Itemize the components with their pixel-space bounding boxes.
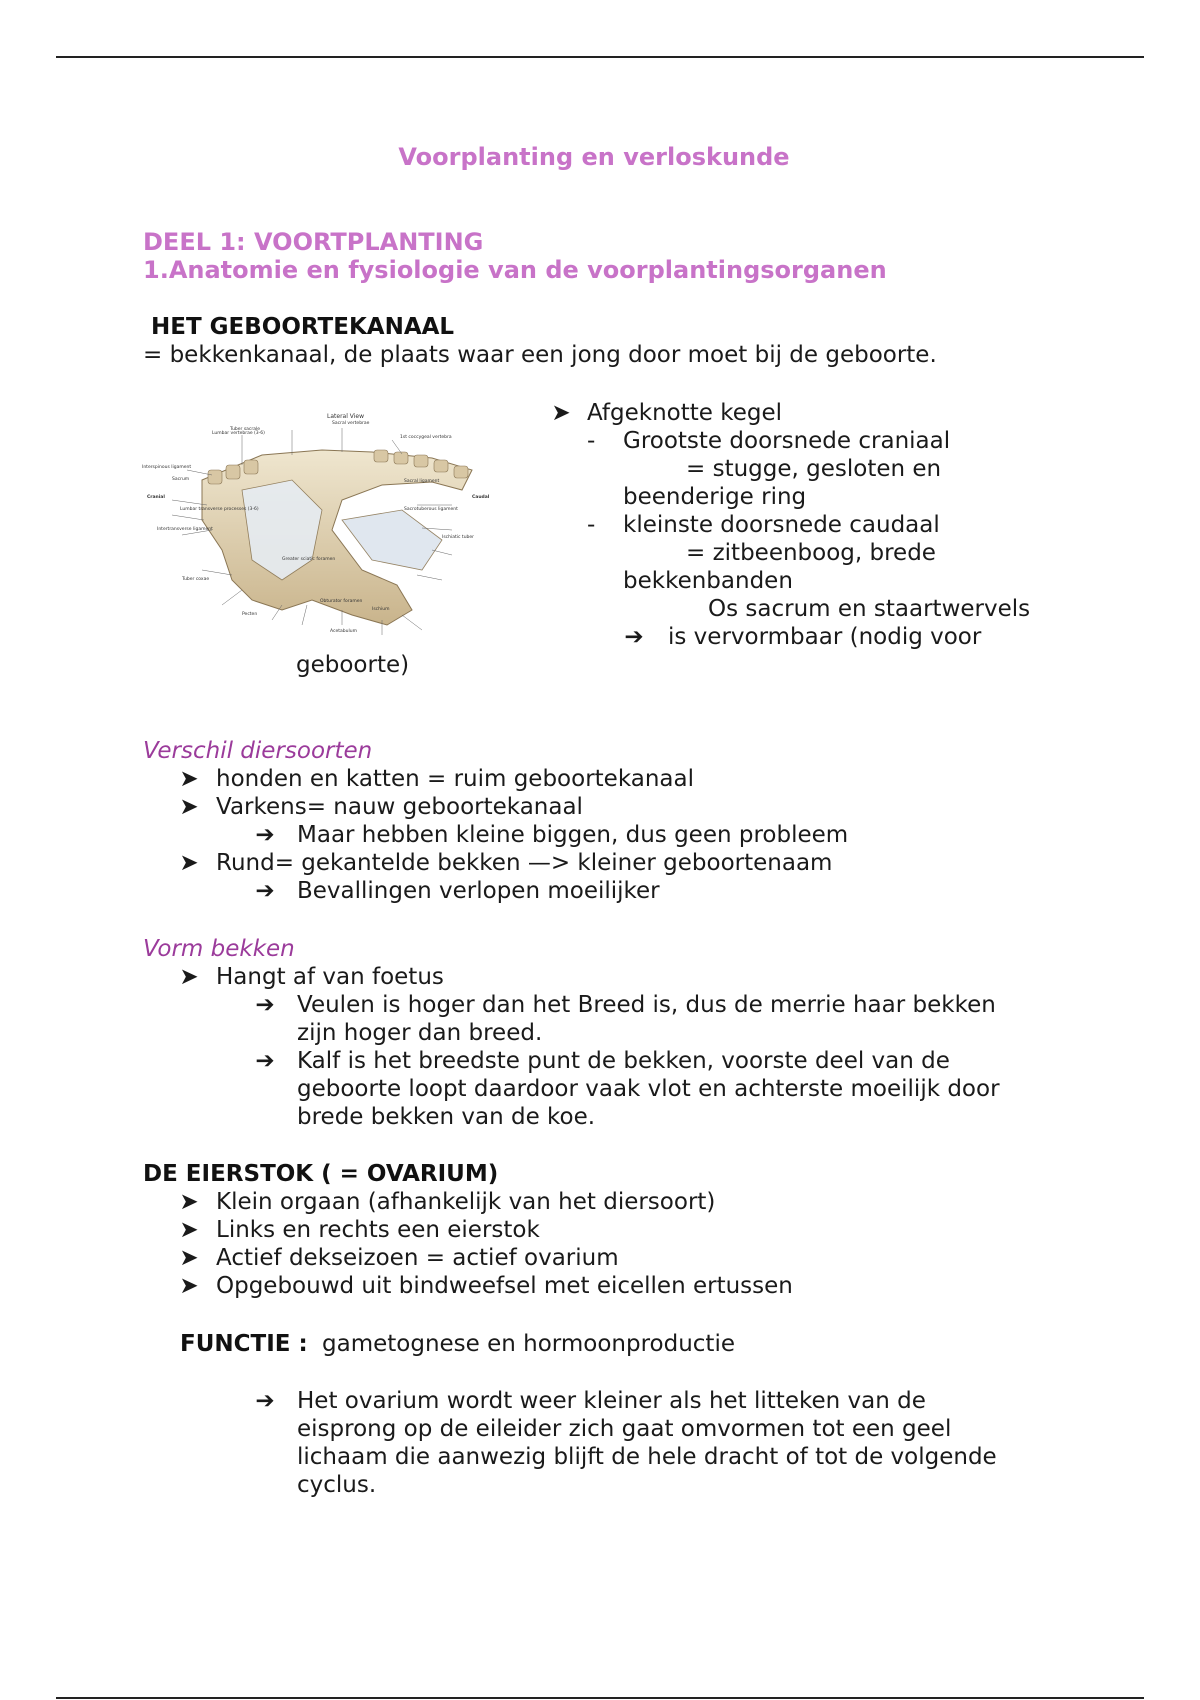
chevron-icon: ➤ [179, 794, 199, 820]
figure-label: Acetabulum [330, 629, 357, 634]
function-text: gametognese en hormoonproductie [322, 1331, 735, 1357]
ovary-item: Links en rechts een eierstok [216, 1217, 540, 1243]
ovary-arrow-line: lichaam die aanwezig blijft de hele dracht of tot de volgende [297, 1444, 997, 1470]
chevron-icon: ➤ [179, 850, 199, 876]
birth-canal-dash2-sub-a: = zitbeenboog, brede [686, 540, 936, 566]
figure-label: Sacrotuberous ligament [404, 507, 458, 512]
birth-canal-definition: = bekkenkanaal, de plaats waar een jong door moet bij de geboorte. [143, 342, 937, 368]
figure-label: Greater sciatic foramen [282, 557, 336, 562]
figure-label: Interspinous ligament [142, 465, 192, 470]
figure-label: 1st coccygeal vertebra [400, 435, 452, 440]
pelvis-anatomy-figure [142, 410, 498, 650]
page-title: Voorplanting en verloskunde [398, 143, 790, 171]
figure-label: Lateral View [327, 413, 365, 420]
ovary-heading: DE EIERSTOK ( = OVARIUM) [143, 1161, 499, 1187]
birth-canal-arrow: is vervormbaar (nodig voor [668, 624, 982, 650]
arrow-icon: ➔ [255, 1388, 275, 1414]
chevron-icon: ➤ [179, 1245, 199, 1271]
species-item: honden en katten = ruim geboortekanaal [216, 766, 694, 792]
arrow-icon: ➔ [255, 822, 275, 848]
figure-label: Obturator foramen [320, 599, 363, 604]
figure-label: Lumbar vertebrae (3-6) [212, 431, 265, 436]
birth-canal-arrow-cont: geboorte) [296, 652, 410, 678]
chevron-icon: ➤ [179, 1189, 199, 1215]
ovary-arrow-line: Het ovarium wordt weer kleiner als het litteken van de [297, 1388, 926, 1414]
arrow-icon: ➔ [624, 624, 644, 650]
ovary-item: Actief dekseizoen = actief ovarium [216, 1245, 619, 1271]
figure-label: Cranial [147, 495, 165, 500]
pelvis-arrow1-line: Veulen is hoger dan het Breed is, dus de merrie haar bekken [297, 992, 996, 1018]
function-label: FUNCTIE : [180, 1331, 308, 1357]
birth-canal-bullet: Afgeknotte kegel [587, 400, 783, 426]
figure-label: Tuber sacrale [230, 427, 261, 432]
birth-canal-dash1-sub-b: beenderige ring [623, 484, 807, 510]
figure-label: Pecten [242, 612, 258, 617]
arrow-icon: ➔ [255, 878, 275, 904]
figure-label: Sacrum [172, 477, 190, 482]
chevron-icon: ➤ [179, 964, 199, 990]
birth-canal-sacrum: Os sacrum en staartwervels [708, 596, 1031, 622]
arrow-icon: ➔ [255, 1048, 275, 1074]
ovary-arrow-line: eisprong op de eileider zich gaat omvormen tot een geel [297, 1416, 952, 1442]
dash-icon: - [587, 512, 596, 538]
pelvis-heading: Vorm bekken [143, 936, 295, 962]
bottom-rule [56, 1697, 1144, 1699]
species-heading: Verschil diersoorten [143, 738, 373, 764]
species-item: Bevallingen verlopen moeilijker [297, 878, 660, 904]
figure-label: Sacral vertebrae [332, 421, 370, 426]
pelvis-arrow2-line: Kalf is het breedste punt de bekken, voorste deel van de [297, 1048, 950, 1074]
species-item: Maar hebben kleine biggen, dus geen probleem [297, 822, 849, 848]
figure-label: Sacral ligament [404, 479, 440, 484]
species-item: Rund= gekantelde bekken —> kleiner geboortenaam [216, 850, 833, 876]
top-rule [56, 56, 1144, 58]
figure-label: Caudal [472, 495, 490, 500]
chevron-icon: ➤ [179, 766, 199, 792]
birth-canal-dash1-sub-a: = stugge, gesloten en [686, 456, 942, 482]
dash-icon: - [587, 428, 596, 454]
ovary-arrow-line: cyclus. [297, 1472, 377, 1498]
birth-canal-dash1: Grootste doorsnede craniaal [623, 428, 951, 454]
ovary-item: Opgebouwd uit bindweefsel met eicellen ertussen [216, 1273, 793, 1299]
chevron-icon: ➤ [179, 1217, 199, 1243]
birth-canal-dash2: kleinste doorsnede caudaal [623, 512, 940, 538]
figure-label: Ischiatic tuber [442, 535, 475, 540]
chevron-icon: ➤ [179, 1273, 199, 1299]
chevron-icon: ➤ [551, 400, 571, 426]
birth-canal-dash2-sub-b: bekkenbanden [623, 568, 793, 594]
pelvis-arrow2-line: brede bekken van de koe. [297, 1104, 596, 1130]
chapter-heading: 1.Anatomie en fysiologie van de voorplantingsorganen [143, 256, 887, 284]
figure-label: Intertransverse ligament [157, 527, 213, 532]
pelvis-arrow2-line: geboorte loopt daardoor vaak vlot en achterste moeilijk door [297, 1076, 1000, 1102]
figure-label: Ischium [372, 607, 390, 612]
figure-label: Tuber coxae [182, 577, 210, 582]
ovary-item: Klein orgaan (afhankelijk van het diersoort) [216, 1189, 716, 1215]
part-heading: DEEL 1: VOORTPLANTING [143, 228, 484, 256]
species-item: Varkens= nauw geboortekanaal [216, 794, 583, 820]
birth-canal-heading: HET GEBOORTEKANAAL [151, 314, 455, 340]
arrow-icon: ➔ [255, 992, 275, 1018]
pelvis-arrow1-line: zijn hoger dan breed. [297, 1020, 543, 1046]
figure-label: Lumbar transverse processes (3-6) [180, 507, 259, 512]
pelvis-bullet: Hangt af van foetus [216, 964, 444, 990]
